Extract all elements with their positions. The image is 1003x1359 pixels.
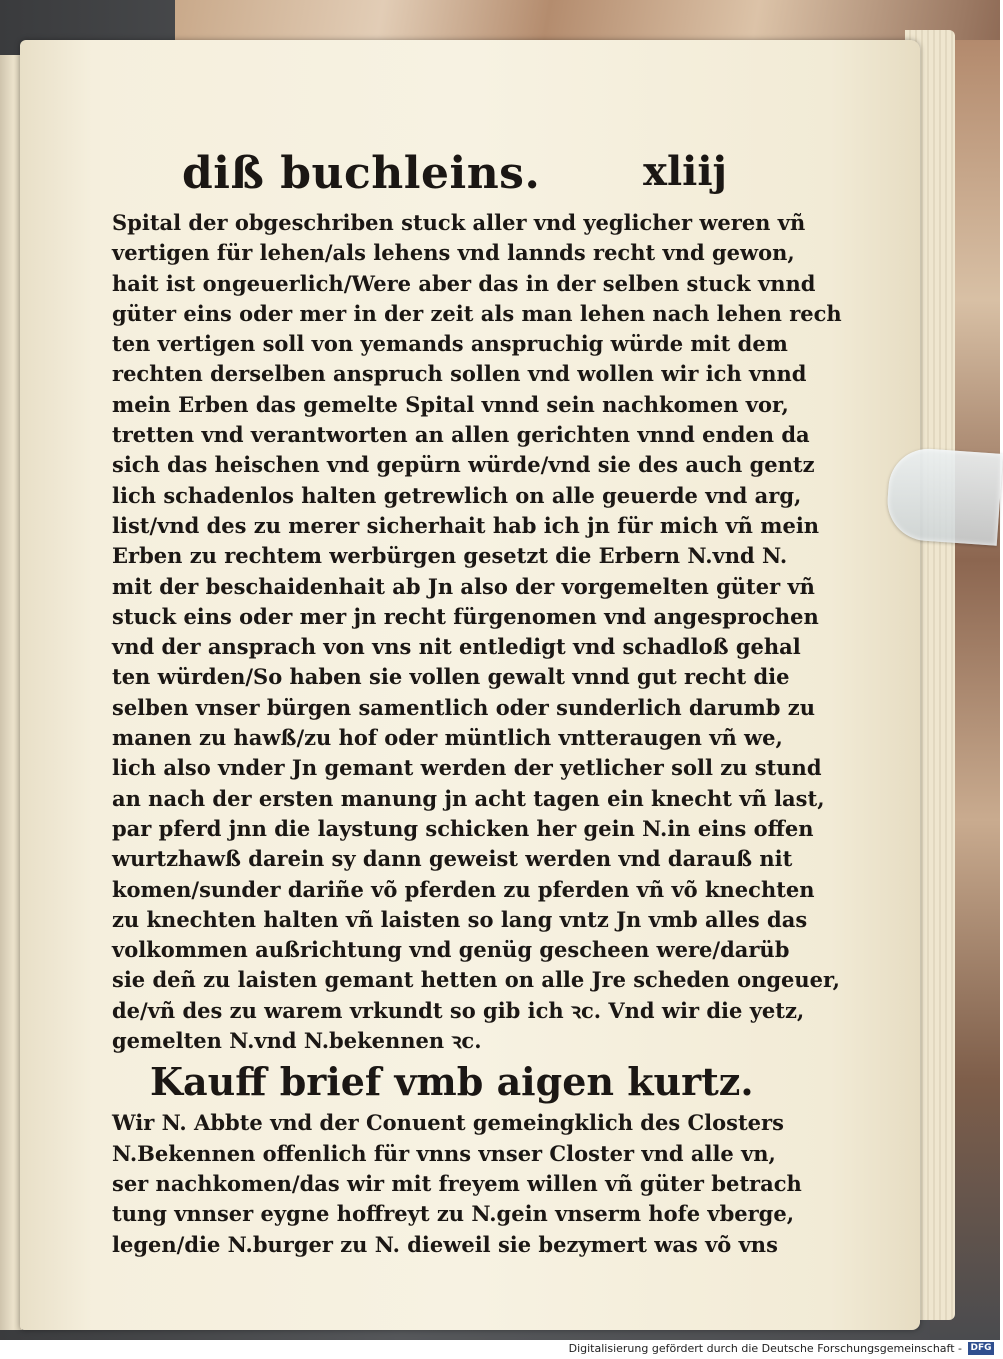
section-paragraph [112,1108,802,1259]
text-line: hait ist ongeuerlich/Were aber das in der selben stuck vnnd [112,270,816,296]
section-heading: Kauff brief vmb aigen kurtz. [150,1059,754,1105]
text-line: par pferd jnn die laystung schicken her gein N.in eins offen [112,815,814,841]
body-paragraph [112,208,842,1056]
text-line: de/vñ des zu warem vrkundt so gib ich ꝛc. Vnd wir die yetz, [112,997,805,1023]
text-line: tung vnnser eygne hoffreyt zu N.gein vnserm hofe vberge, [112,1201,795,1227]
text-line: güter eins oder mer in der zeit als man lehen nach lehen rech [112,300,842,326]
text-line: an nach der ersten manung jn acht tagen ein knecht vñ last, [112,785,825,811]
text-line: stuck eins oder mer jn recht fürgenomen vnd angesprochen [112,603,819,629]
text-line: volkommen außrichtung vnd genüg gescheen were/darüb [112,937,790,963]
text-line: ten vertigen soll von yemands anspruchig würde mit dem [112,331,788,357]
text-line: lich also vnder Jn gemant werden der yetlicher soll zu stund [112,755,822,781]
text-line: mit der beschaidenhait ab Jn also der vorgemelten güter vñ [112,573,815,599]
text-line: mein Erben das gemelte Spital vnnd sein nachkomen vor, [112,391,789,417]
text-line: wurtzhawß darein sy dann geweist werden vnd darauß nit [112,846,793,872]
dfg-logo: DFG [968,1342,994,1355]
text-line: ser nachkomen/das wir mit freyem willen vñ güter betrach [112,1170,802,1196]
text-line: komen/sunder dariñe võ pferden zu pferden vñ võ knechten [112,876,815,902]
folio-number: xliij [643,148,727,195]
running-title: diß buchleins. [182,148,541,199]
text-line: list/vnd des zu merer sicherhait hab ich jn für mich vñ mein [112,512,820,538]
plastic-page-tab [885,446,1003,546]
text-line: ten würden/So haben sie vollen gewalt vnnd gut recht die [112,664,790,690]
text-line: tretten vnd verantworten an allen gerichten vnnd enden da [112,422,810,448]
text-line: Spital der obgeschriben stuck aller vnd yeglicher weren vñ [112,210,806,235]
text-line: N.Bekennen offenlich für vnns vnser Closter vnd alle vn, [112,1140,776,1166]
text-line: Wir N. Abbte vnd der Conuent gemeingklich des Closters [112,1110,784,1136]
text-line: selben vnser bürgen samentlich oder sunderlich darumb zu [112,694,815,720]
text-line: vertigen für lehen/als lehens vnd lannds recht vnd gewon, [112,240,795,266]
funding-credit: Digitalisierung gefördert durch die Deutsche Forschungsgemeinschaft - [568,1342,962,1355]
text-line: vnd der ansprach von vns nit entledigt vnd schadloß gehal [112,634,801,660]
text-line: lich schadenlos halten getrewlich on alle geuerde vnd arg, [112,482,802,508]
text-line: sich das heischen vnd gepürn würde/vnd sie des auch gentz [112,452,815,478]
text-line: legen/die N.burger zu N. dieweil sie bezymert was võ vns [112,1231,778,1257]
text-line: sie deñ zu laisten gemant hetten on alle Jre scheden ongeuer, [112,967,840,993]
text-line: zu knechten halten vñ laisten so lang vntz Jn vmb alles das [112,906,808,932]
text-line: rechten derselben anspruch sollen vnd wollen wir ich vnnd [112,361,807,387]
page-header [112,140,727,208]
text-line: Erben zu rechtem werbürgen gesetzt die Erbern N.vnd N. [112,543,788,569]
left-page-edge [0,55,22,1330]
text-line: gemelten N.vnd N.bekennen ꝛc. [112,1028,482,1054]
page-text [112,140,842,1260]
text-line: manen zu hawß/zu hof oder müntlich vntteraugen vñ we, [112,725,783,751]
